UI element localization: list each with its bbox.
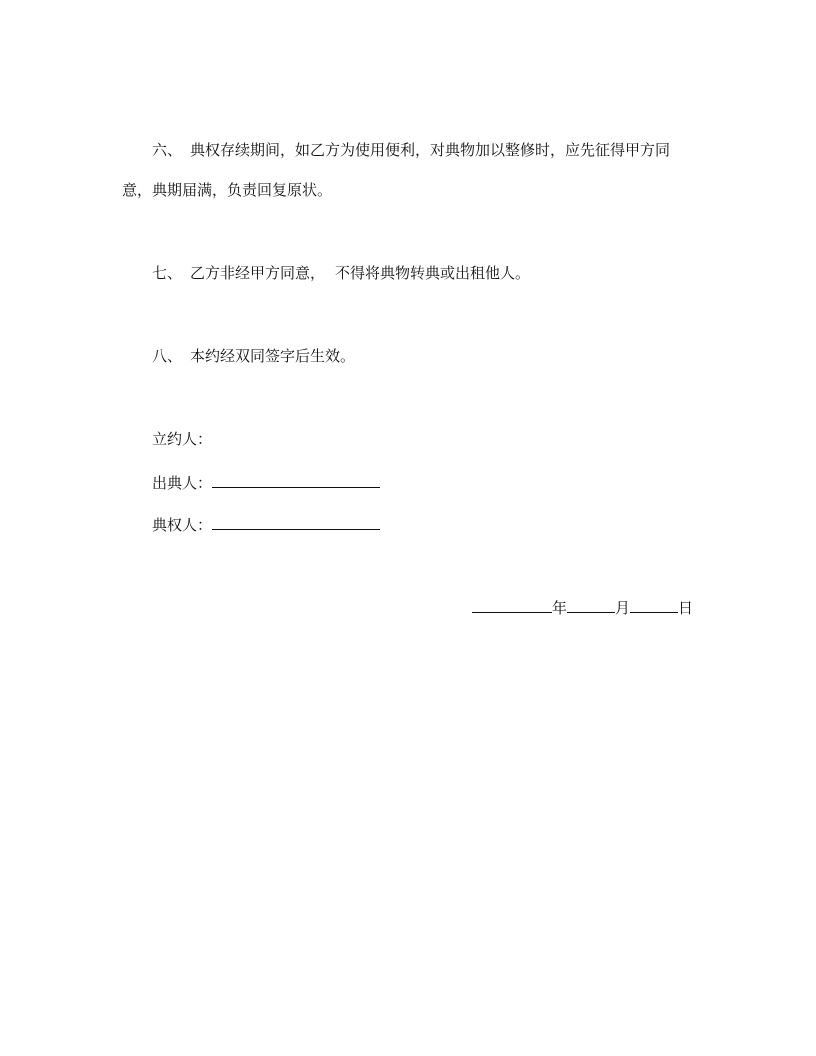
clause-6-line-1 <box>152 140 670 160</box>
clause-8 <box>152 346 355 366</box>
pledgor-row <box>152 471 380 493</box>
pledgee-label: 典权人： <box>152 516 213 534</box>
month-label: 月 <box>615 599 631 617</box>
clause-6-text-2: 意，典期届满，负责回复原状。 <box>122 181 333 199</box>
month-blank[interactable] <box>567 596 615 613</box>
clause-6-text-1: 典权存续期间，如乙方为使用便利，对典物加以整修时，应先征得甲方同 <box>190 141 671 159</box>
pledgor-label: 出典人： <box>152 474 213 492</box>
clause-7 <box>152 263 530 283</box>
year-blank[interactable] <box>472 596 552 613</box>
clause-8-text: 本约经双同签字后生效。 <box>190 347 356 365</box>
clause-6-line-2 <box>122 180 332 200</box>
pledgor-signature-line[interactable] <box>212 471 380 488</box>
clause-7-text-b: 不得将典物转典或出租他人。 <box>335 264 531 282</box>
pledgee-row <box>152 513 380 535</box>
day-label: 日 <box>678 599 694 617</box>
day-blank[interactable] <box>630 596 678 613</box>
clause-8-number: 八、 <box>152 347 183 365</box>
date-row <box>472 596 693 618</box>
year-label: 年 <box>552 599 568 617</box>
signatories-heading: 立约人： <box>152 430 213 448</box>
clause-6-number: 六、 <box>152 141 183 159</box>
clause-7-text-a: 乙方非经甲方同意， <box>190 264 326 282</box>
pledgee-signature-line[interactable] <box>212 513 380 530</box>
clause-7-number: 七、 <box>152 264 183 282</box>
